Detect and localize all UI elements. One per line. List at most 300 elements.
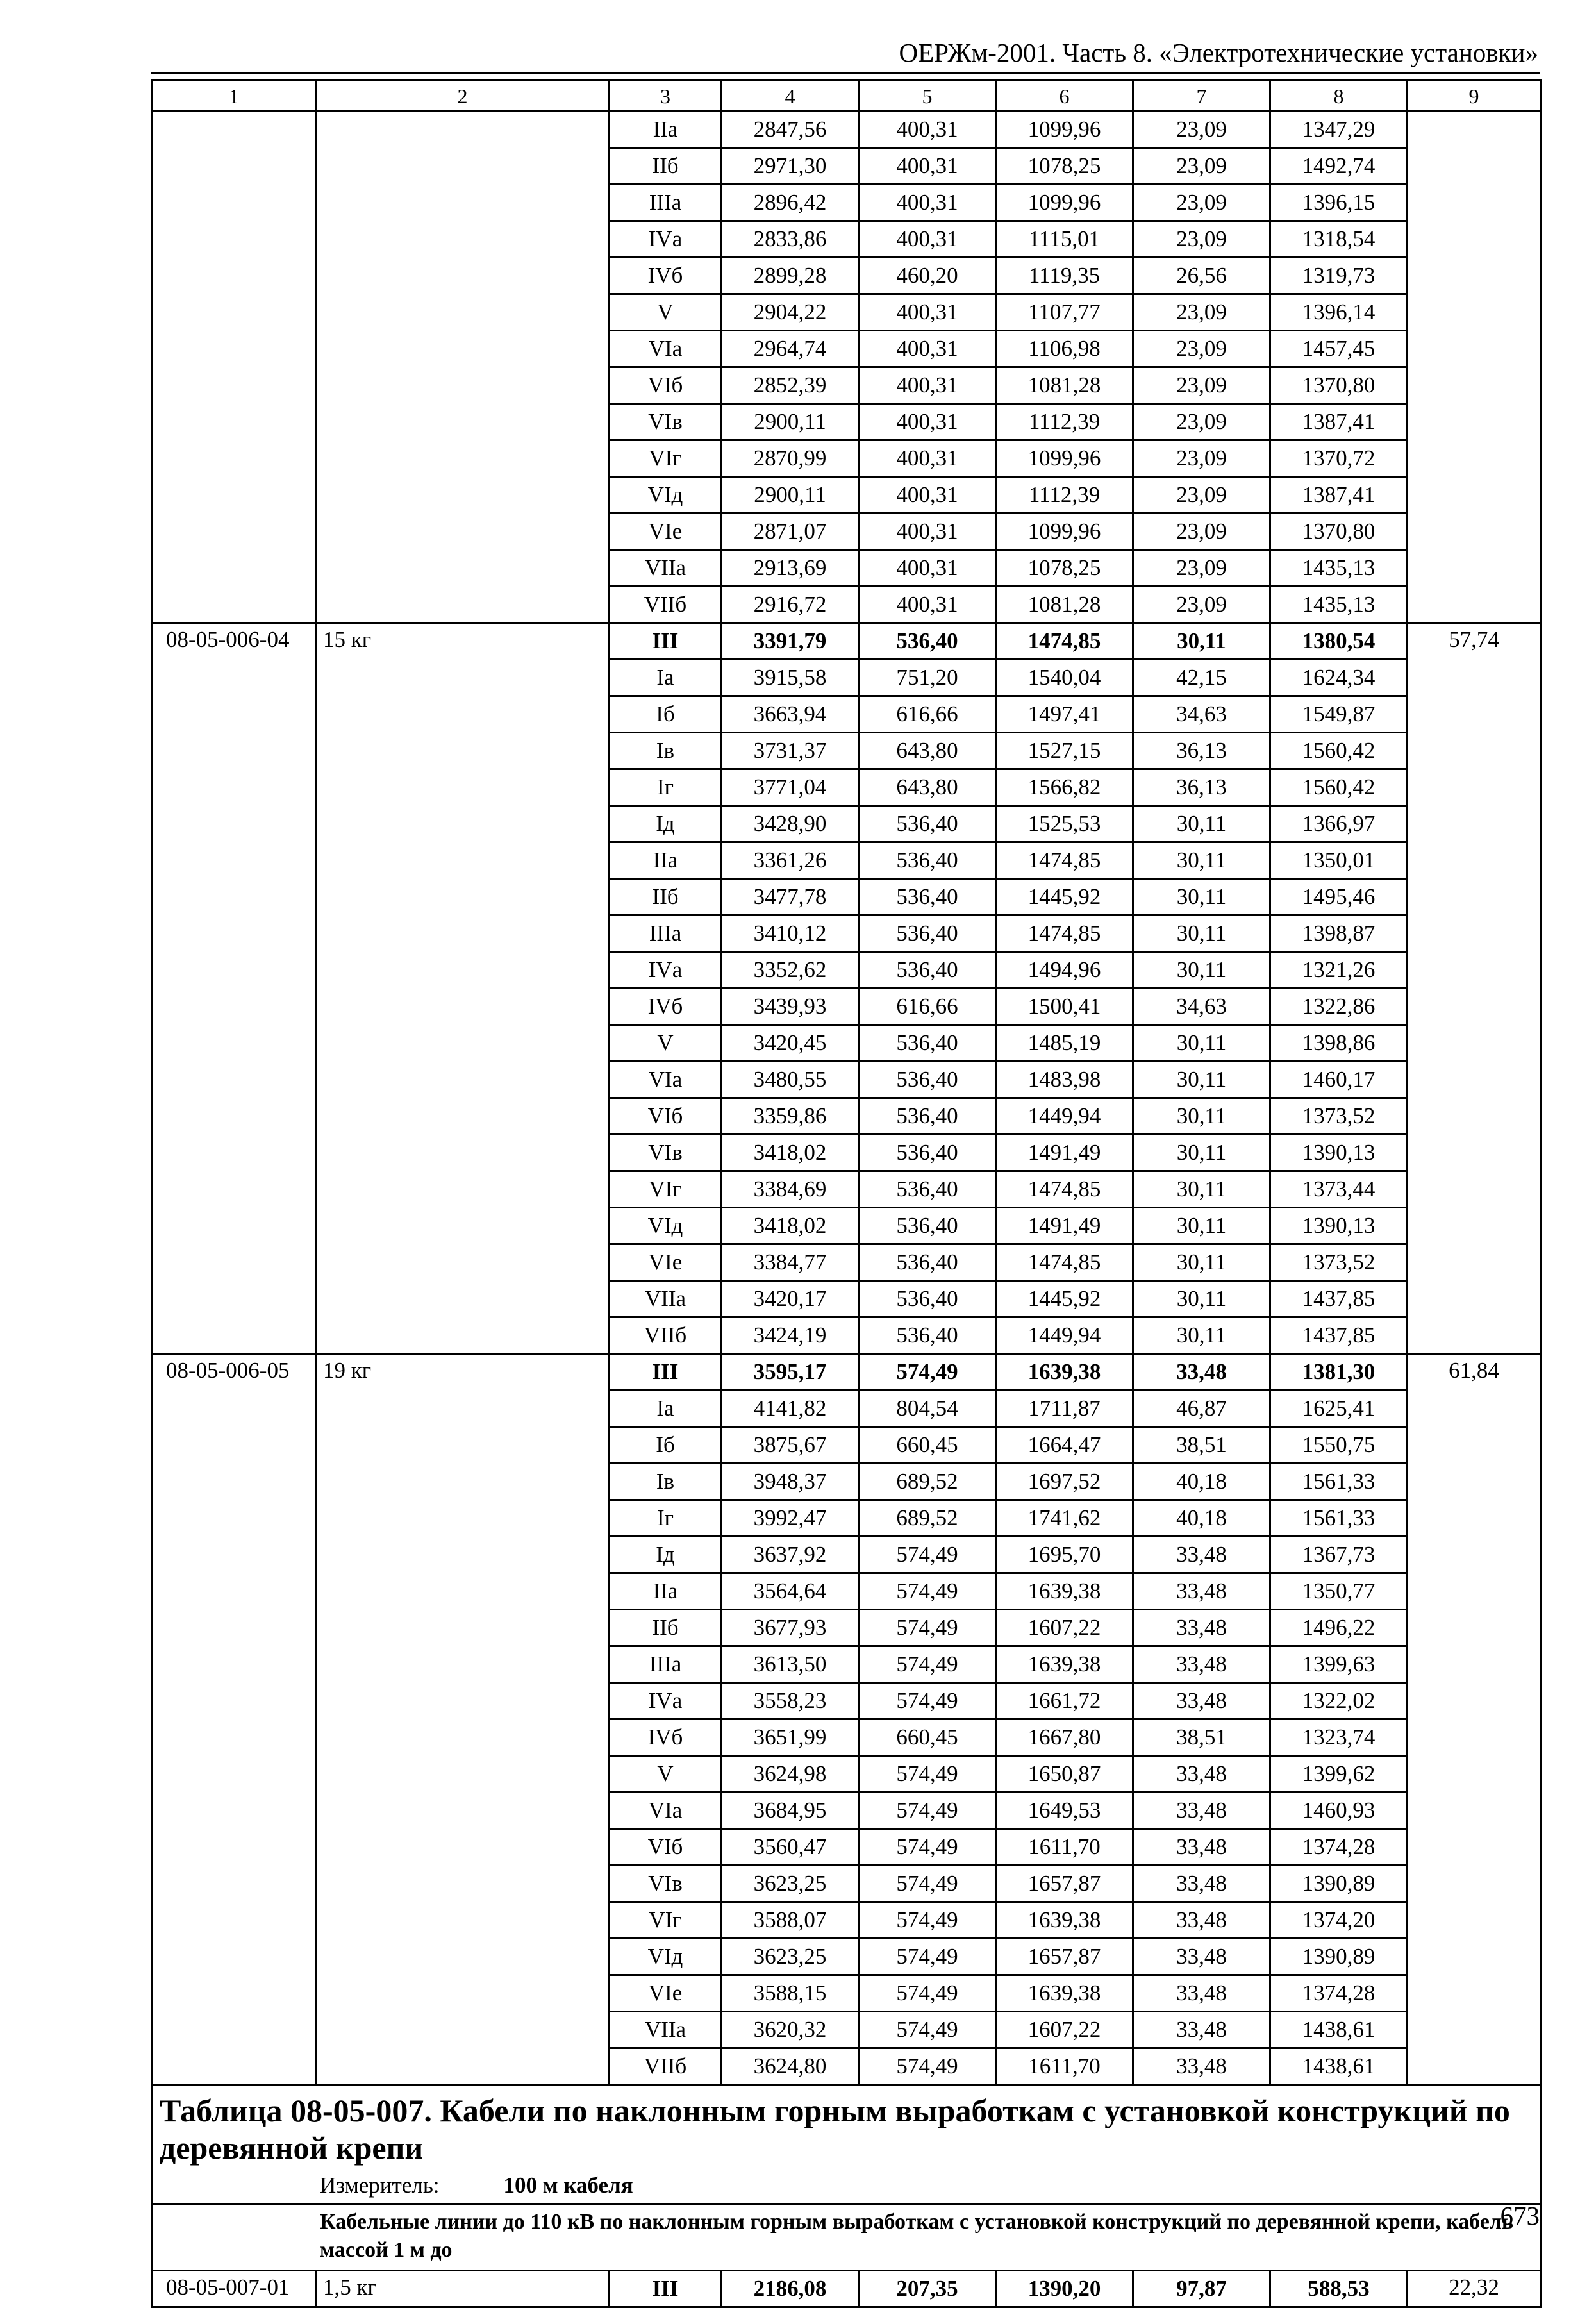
value-cell: 30,11: [1133, 879, 1270, 916]
value-cell: 400,31: [859, 440, 996, 477]
value-cell: 23,09: [1133, 477, 1270, 514]
table-row: [153, 112, 1541, 148]
value-cell: 33,48: [1133, 1537, 1270, 1573]
value-cell: 30,11: [1133, 842, 1270, 879]
zone-cell: IVб: [610, 989, 722, 1025]
value-cell: 1380,54: [1270, 623, 1408, 660]
value-cell: 1099,96: [996, 112, 1133, 148]
zone-cell: IIа: [610, 842, 722, 879]
value-cell: 574,49: [859, 1939, 996, 1975]
value-cell: 1078,25: [996, 550, 1133, 587]
value-cell: 574,49: [859, 1902, 996, 1939]
value-cell: 574,49: [859, 2048, 996, 2085]
value-cell: 1449,94: [996, 1317, 1133, 1354]
section-description: Кабельные линии до 110 кВ по наклонным горным выработкам с установкой конструкций по деревянной крепи, кабель массой 1 м до: [153, 2203, 1540, 2270]
zone-cell: IVб: [610, 1719, 722, 1756]
value-cell: 1491,49: [996, 1135, 1133, 1171]
table-title: Таблица 08-05-007. Кабели по наклонным горным выработкам с установкой конструкций по деревянной крепи: [160, 2093, 1510, 2166]
zone-cell: VIIб: [610, 587, 722, 623]
value-cell: 1381,30: [1270, 1354, 1408, 1391]
value-cell: 536,40: [859, 1208, 996, 1244]
value-cell: 1711,87: [996, 1391, 1133, 1427]
zone-cell: VIб: [610, 1829, 722, 1866]
value-cell: 40,18: [1133, 1464, 1270, 1500]
value-cell: 23,09: [1133, 331, 1270, 367]
zone-cell: VIд: [610, 1208, 722, 1244]
value-cell: 536,40: [859, 879, 996, 916]
value-cell: 38,51: [1133, 1719, 1270, 1756]
zone-cell: IIа: [610, 112, 722, 148]
value-cell: 3564,64: [722, 1573, 859, 1610]
value-cell: 1367,73: [1270, 1537, 1408, 1573]
value-cell: 1495,46: [1270, 879, 1408, 916]
value-cell: 3384,77: [722, 1244, 859, 1281]
value-cell: 536,40: [859, 1171, 996, 1208]
value-cell: 574,49: [859, 1683, 996, 1719]
zone-cell: VIд: [610, 1939, 722, 1975]
value-cell: 38,51: [1133, 1427, 1270, 1464]
value-cell: 1474,85: [996, 842, 1133, 879]
value-cell: 3637,92: [722, 1537, 859, 1573]
rates-table: [151, 79, 1542, 2308]
value-cell: 1373,52: [1270, 1244, 1408, 1281]
value-cell: 1445,92: [996, 879, 1133, 916]
value-cell: 616,66: [859, 696, 996, 733]
value-cell: 30,11: [1133, 916, 1270, 952]
total-cell: 61,84: [1408, 1354, 1541, 2085]
value-cell: 23,09: [1133, 148, 1270, 185]
zone-cell: IVа: [610, 952, 722, 989]
value-cell: 574,49: [859, 1866, 996, 1902]
zone-cell: Iа: [610, 660, 722, 696]
value-cell: 1661,72: [996, 1683, 1133, 1719]
zone-cell: VIIб: [610, 2048, 722, 2085]
value-cell: 3439,93: [722, 989, 859, 1025]
value-cell: 1107,77: [996, 294, 1133, 331]
value-cell: 1657,87: [996, 1939, 1133, 1975]
header-rule: [151, 72, 1540, 74]
value-cell: 1560,42: [1270, 733, 1408, 769]
value-cell: 2964,74: [722, 331, 859, 367]
value-cell: 574,49: [859, 1610, 996, 1646]
value-cell: 1639,38: [996, 1975, 1133, 2012]
value-cell: 30,11: [1133, 1171, 1270, 1208]
value-cell: 1474,85: [996, 916, 1133, 952]
value-cell: 1081,28: [996, 367, 1133, 404]
value-cell: 1664,47: [996, 1427, 1133, 1464]
value-cell: 1460,17: [1270, 1062, 1408, 1098]
value-cell: 1396,14: [1270, 294, 1408, 331]
value-cell: 3623,25: [722, 1866, 859, 1902]
value-cell: 1387,41: [1270, 477, 1408, 514]
value-cell: 23,09: [1133, 112, 1270, 148]
value-cell: 574,49: [859, 1646, 996, 1683]
zone-cell: VIIа: [610, 550, 722, 587]
value-cell: 30,11: [1133, 806, 1270, 842]
zone-cell: VIг: [610, 1171, 722, 1208]
value-cell: 3915,58: [722, 660, 859, 696]
column-number: 8: [1270, 81, 1408, 112]
value-cell: 536,40: [859, 1281, 996, 1317]
value-cell: 4141,82: [722, 1391, 859, 1427]
value-cell: 1561,33: [1270, 1464, 1408, 1500]
code-cell: 08-05-006-05: [153, 1354, 316, 2085]
value-cell: 33,48: [1133, 1573, 1270, 1610]
zone-cell: VIв: [610, 404, 722, 440]
value-cell: 40,18: [1133, 1500, 1270, 1537]
value-cell: 3613,50: [722, 1646, 859, 1683]
value-cell: 3620,32: [722, 2012, 859, 2048]
value-cell: 1099,96: [996, 514, 1133, 550]
value-cell: 536,40: [859, 1317, 996, 1354]
value-cell: 3420,45: [722, 1025, 859, 1062]
value-cell: 574,49: [859, 1537, 996, 1573]
zone-cell: VIа: [610, 1793, 722, 1829]
value-cell: 1078,25: [996, 148, 1133, 185]
value-cell: 1099,96: [996, 440, 1133, 477]
value-cell: 1390,13: [1270, 1208, 1408, 1244]
value-cell: 1390,13: [1270, 1135, 1408, 1171]
table-row: [153, 2271, 1541, 2307]
zone-cell: Iг: [610, 1500, 722, 1537]
value-cell: 1387,41: [1270, 404, 1408, 440]
value-cell: 1438,61: [1270, 2048, 1408, 2085]
value-cell: 2971,30: [722, 148, 859, 185]
value-cell: 1639,38: [996, 1573, 1133, 1610]
zone-cell: Iб: [610, 1427, 722, 1464]
value-cell: 1323,74: [1270, 1719, 1408, 1756]
value-cell: 33,48: [1133, 1793, 1270, 1829]
value-cell: 3948,37: [722, 1464, 859, 1500]
value-cell: 3418,02: [722, 1208, 859, 1244]
value-cell: 1322,86: [1270, 989, 1408, 1025]
value-cell: 3731,37: [722, 733, 859, 769]
value-cell: 1106,98: [996, 331, 1133, 367]
value-cell: 3428,90: [722, 806, 859, 842]
zone-cell: VIд: [610, 477, 722, 514]
value-cell: 3588,07: [722, 1902, 859, 1939]
value-cell: 689,52: [859, 1500, 996, 1537]
value-cell: 616,66: [859, 989, 996, 1025]
value-cell: 1081,28: [996, 587, 1133, 623]
value-cell: 33,48: [1133, 1610, 1270, 1646]
value-cell: 1667,80: [996, 1719, 1133, 1756]
value-cell: 1112,39: [996, 477, 1133, 514]
value-cell: 30,11: [1133, 1208, 1270, 1244]
column-number: 4: [722, 81, 859, 112]
value-cell: 1347,29: [1270, 112, 1408, 148]
section-row: [153, 2085, 1541, 2271]
value-cell: 400,31: [859, 331, 996, 367]
value-cell: 3480,55: [722, 1062, 859, 1098]
value-cell: 1115,01: [996, 221, 1133, 258]
value-cell: 1373,52: [1270, 1098, 1408, 1135]
value-cell: 1527,15: [996, 733, 1133, 769]
column-number: 3: [610, 81, 722, 112]
value-cell: 3677,93: [722, 1610, 859, 1646]
value-cell: 3384,69: [722, 1171, 859, 1208]
zone-cell: Iв: [610, 1464, 722, 1500]
zone-cell: IVа: [610, 1683, 722, 1719]
value-cell: 3663,94: [722, 696, 859, 733]
value-cell: 2900,11: [722, 477, 859, 514]
value-cell: 1445,92: [996, 1281, 1133, 1317]
mass-cell: 19 кг: [316, 1354, 610, 2085]
value-cell: 30,11: [1133, 1025, 1270, 1062]
value-cell: 33,48: [1133, 1829, 1270, 1866]
value-cell: 1741,62: [996, 1500, 1133, 1537]
value-cell: 574,49: [859, 1354, 996, 1391]
value-cell: 1607,22: [996, 2012, 1133, 2048]
value-cell: 1639,38: [996, 1646, 1133, 1683]
value-cell: 3771,04: [722, 769, 859, 806]
value-cell: 2847,56: [722, 112, 859, 148]
value-cell: 1650,87: [996, 1756, 1133, 1793]
zone-cell: IIа: [610, 1573, 722, 1610]
value-cell: 400,31: [859, 112, 996, 148]
page-number: 673: [1500, 2201, 1540, 2230]
value-cell: 1550,75: [1270, 1427, 1408, 1464]
zone-cell: VIа: [610, 1062, 722, 1098]
value-cell: 1561,33: [1270, 1500, 1408, 1537]
value-cell: 1399,62: [1270, 1756, 1408, 1793]
value-cell: 536,40: [859, 1025, 996, 1062]
value-cell: 2896,42: [722, 185, 859, 221]
value-cell: 804,54: [859, 1391, 996, 1427]
zone-cell: Iд: [610, 1537, 722, 1573]
value-cell: 26,56: [1133, 258, 1270, 294]
value-cell: 643,80: [859, 733, 996, 769]
value-cell: 660,45: [859, 1427, 996, 1464]
value-cell: 1319,73: [1270, 258, 1408, 294]
value-cell: 3595,17: [722, 1354, 859, 1391]
value-cell: 1540,04: [996, 660, 1133, 696]
value-cell: 1438,61: [1270, 2012, 1408, 2048]
column-number: 5: [859, 81, 996, 112]
value-cell: 33,48: [1133, 1646, 1270, 1683]
value-cell: 42,15: [1133, 660, 1270, 696]
value-cell: 400,31: [859, 514, 996, 550]
value-cell: 46,87: [1133, 1391, 1270, 1427]
zone-cell: VIг: [610, 440, 722, 477]
value-cell: 400,31: [859, 477, 996, 514]
value-cell: 1474,85: [996, 1244, 1133, 1281]
zone-cell: VIIб: [610, 1317, 722, 1354]
value-cell: 207,35: [859, 2271, 996, 2307]
value-cell: 1390,20: [996, 2271, 1133, 2307]
value-cell: 660,45: [859, 1719, 996, 1756]
value-cell: 400,31: [859, 185, 996, 221]
value-cell: 536,40: [859, 952, 996, 989]
zone-cell: Iа: [610, 1391, 722, 1427]
zone-cell: Iг: [610, 769, 722, 806]
value-cell: 1611,70: [996, 1829, 1133, 1866]
value-cell: 23,09: [1133, 587, 1270, 623]
zone-cell: IIIа: [610, 185, 722, 221]
value-cell: 97,87: [1133, 2271, 1270, 2307]
value-cell: 1119,35: [996, 258, 1133, 294]
value-cell: 574,49: [859, 2012, 996, 2048]
zone-cell: III: [610, 2271, 722, 2307]
zone-cell: V: [610, 1756, 722, 1793]
value-cell: 574,49: [859, 1756, 996, 1793]
zone-cell: Iд: [610, 806, 722, 842]
value-cell: 1525,53: [996, 806, 1133, 842]
value-cell: 536,40: [859, 1062, 996, 1098]
value-cell: 36,13: [1133, 769, 1270, 806]
value-cell: 3477,78: [722, 879, 859, 916]
value-cell: 1370,80: [1270, 514, 1408, 550]
value-cell: 3558,23: [722, 1683, 859, 1719]
zone-cell: VIIа: [610, 2012, 722, 2048]
zone-cell: Iв: [610, 733, 722, 769]
value-cell: 1396,15: [1270, 185, 1408, 221]
value-cell: 3420,17: [722, 1281, 859, 1317]
value-cell: 1483,98: [996, 1062, 1133, 1098]
value-cell: 33,48: [1133, 1683, 1270, 1719]
value-cell: 3560,47: [722, 1829, 859, 1866]
zone-cell: V: [610, 1025, 722, 1062]
value-cell: 1496,22: [1270, 1610, 1408, 1646]
value-cell: 2913,69: [722, 550, 859, 587]
value-cell: 23,09: [1133, 440, 1270, 477]
value-cell: 1099,96: [996, 185, 1133, 221]
value-cell: 33,48: [1133, 1975, 1270, 2012]
total-cell: [1408, 112, 1541, 623]
column-number: 2: [316, 81, 610, 112]
value-cell: 1437,85: [1270, 1281, 1408, 1317]
value-cell: 1549,87: [1270, 696, 1408, 733]
value-cell: 1639,38: [996, 1354, 1133, 1391]
value-cell: 3418,02: [722, 1135, 859, 1171]
value-cell: 1474,85: [996, 1171, 1133, 1208]
value-cell: 574,49: [859, 1793, 996, 1829]
value-cell: 1370,72: [1270, 440, 1408, 477]
value-cell: 2871,07: [722, 514, 859, 550]
value-cell: 33,48: [1133, 1902, 1270, 1939]
value-cell: 1566,82: [996, 769, 1133, 806]
value-cell: 30,11: [1133, 623, 1270, 660]
value-cell: 1350,77: [1270, 1573, 1408, 1610]
section-cell: [153, 2085, 1541, 2271]
value-cell: 574,49: [859, 1573, 996, 1610]
zone-cell: IVб: [610, 258, 722, 294]
value-cell: 1449,94: [996, 1098, 1133, 1135]
value-cell: 3391,79: [722, 623, 859, 660]
zone-cell: VIе: [610, 514, 722, 550]
value-cell: 30,11: [1133, 1244, 1270, 1281]
value-cell: 1494,96: [996, 952, 1133, 989]
total-cell: 22,32: [1408, 2271, 1541, 2307]
mass-cell: [316, 112, 610, 623]
mass-cell: 15 кг: [316, 623, 610, 1354]
value-cell: 33,48: [1133, 1756, 1270, 1793]
column-number-row: [153, 81, 1541, 112]
value-cell: 1611,70: [996, 2048, 1133, 2085]
value-cell: 1318,54: [1270, 221, 1408, 258]
value-cell: 1370,80: [1270, 367, 1408, 404]
zone-cell: VIIа: [610, 1281, 722, 1317]
value-cell: 400,31: [859, 148, 996, 185]
value-cell: 400,31: [859, 587, 996, 623]
value-cell: 1560,42: [1270, 769, 1408, 806]
value-cell: 3992,47: [722, 1500, 859, 1537]
value-cell: 1399,63: [1270, 1646, 1408, 1683]
value-cell: 1435,13: [1270, 550, 1408, 587]
column-number: 7: [1133, 81, 1270, 112]
zone-cell: V: [610, 294, 722, 331]
column-number: 1: [153, 81, 316, 112]
table-row: [153, 1354, 1541, 1391]
value-cell: 1398,87: [1270, 916, 1408, 952]
value-cell: 3624,98: [722, 1756, 859, 1793]
value-cell: 1695,70: [996, 1537, 1133, 1573]
value-cell: 2900,11: [722, 404, 859, 440]
value-cell: 30,11: [1133, 1317, 1270, 1354]
value-cell: 23,09: [1133, 404, 1270, 440]
zone-cell: VIг: [610, 1902, 722, 1939]
value-cell: 3359,86: [722, 1098, 859, 1135]
value-cell: 3875,67: [722, 1427, 859, 1464]
value-cell: 1657,87: [996, 1866, 1133, 1902]
value-cell: 2904,22: [722, 294, 859, 331]
zone-cell: III: [610, 1354, 722, 1391]
zone-cell: VIв: [610, 1866, 722, 1902]
zone-cell: III: [610, 623, 722, 660]
value-cell: 33,48: [1133, 2048, 1270, 2085]
value-cell: 1497,41: [996, 696, 1133, 733]
page-header: ОЕРЖм-2001. Часть 8. «Электротехнические установки»: [899, 38, 1538, 67]
value-cell: 2852,39: [722, 367, 859, 404]
value-cell: 1607,22: [996, 1610, 1133, 1646]
measure-line: [153, 2171, 1540, 2203]
value-cell: 2833,86: [722, 221, 859, 258]
value-cell: 1398,86: [1270, 1025, 1408, 1062]
value-cell: 3410,12: [722, 916, 859, 952]
value-cell: 751,20: [859, 660, 996, 696]
value-cell: 1373,44: [1270, 1171, 1408, 1208]
zone-cell: IIб: [610, 879, 722, 916]
value-cell: 574,49: [859, 1975, 996, 2012]
value-cell: 1625,41: [1270, 1391, 1408, 1427]
column-number: 9: [1408, 81, 1541, 112]
value-cell: 536,40: [859, 623, 996, 660]
value-cell: 23,09: [1133, 221, 1270, 258]
zone-cell: VIе: [610, 1975, 722, 2012]
value-cell: 1639,38: [996, 1902, 1133, 1939]
value-cell: 2916,72: [722, 587, 859, 623]
value-cell: 30,11: [1133, 1062, 1270, 1098]
value-cell: 1474,85: [996, 623, 1133, 660]
value-cell: 400,31: [859, 221, 996, 258]
value-cell: 33,48: [1133, 1866, 1270, 1902]
value-cell: 1697,52: [996, 1464, 1133, 1500]
value-cell: 30,11: [1133, 1135, 1270, 1171]
value-cell: 1485,19: [996, 1025, 1133, 1062]
value-cell: 574,49: [859, 1829, 996, 1866]
zone-cell: VIа: [610, 331, 722, 367]
value-cell: 536,40: [859, 916, 996, 952]
mass-cell: 1,5 кг: [316, 2271, 610, 2307]
zone-cell: VIб: [610, 367, 722, 404]
value-cell: 23,09: [1133, 185, 1270, 221]
value-cell: 400,31: [859, 404, 996, 440]
zone-cell: VIе: [610, 1244, 722, 1281]
value-cell: 30,11: [1133, 1098, 1270, 1135]
value-cell: 536,40: [859, 1244, 996, 1281]
value-cell: 33,48: [1133, 1354, 1270, 1391]
value-cell: 3623,25: [722, 1939, 859, 1975]
